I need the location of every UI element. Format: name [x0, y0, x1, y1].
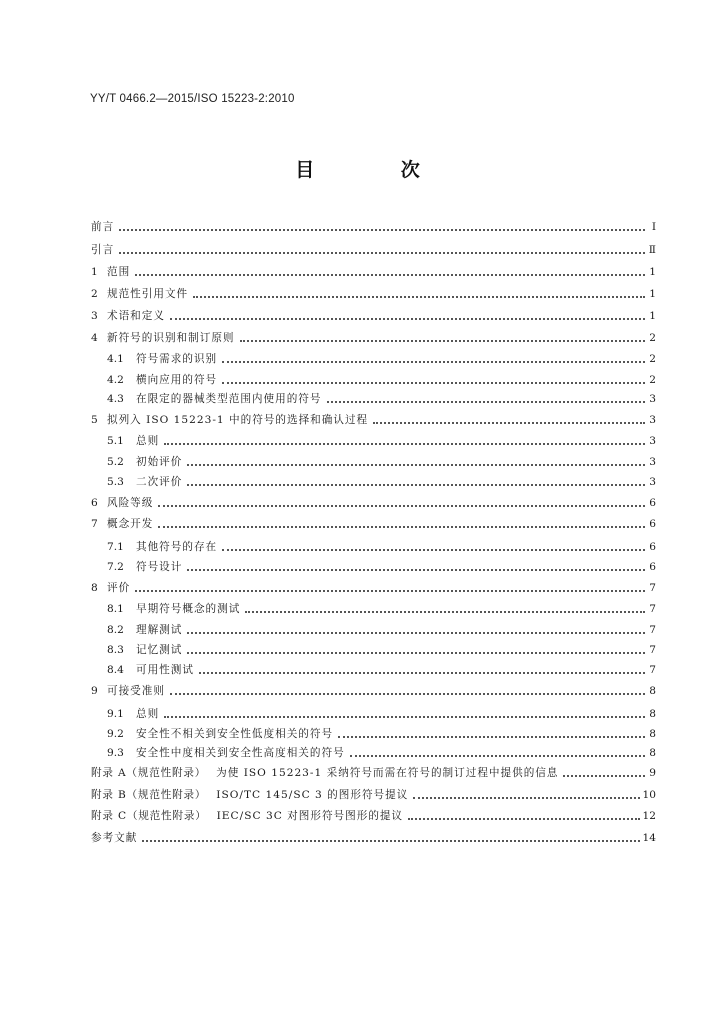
toc-entry-number: 5.2 [107, 456, 124, 468]
toc-leader-dots [245, 611, 645, 613]
toc-entry-number: 1 [91, 266, 98, 278]
toc-page-number: 8 [649, 685, 656, 697]
toc-page-number: Ⅰ [651, 221, 656, 233]
toc-page-number: 14 [642, 832, 656, 844]
toc-entry-label: 横向应用的符号 [136, 374, 218, 386]
toc-leader-dots [158, 505, 645, 507]
toc-page-number: 3 [649, 435, 656, 447]
toc-entry[interactable] [91, 494, 656, 510]
toc-entry[interactable] [91, 218, 656, 234]
toc-entry-label: 为使 ISO 15223-1 采纳符号而需在符号的制订过程中提供的信息 [216, 767, 559, 779]
toc-leader-dots [187, 652, 645, 654]
toc-page-number: 3 [649, 476, 656, 488]
toc-page-number: 2 [649, 374, 656, 386]
toc-entry[interactable] [107, 350, 656, 366]
toc-entry-label: 初始评价 [136, 456, 183, 468]
toc-entry-number: 5 [91, 414, 98, 426]
toc-leader-dots [187, 632, 645, 634]
page-title: 目 次 [295, 159, 460, 181]
toc-entry-label: 拟列入 ISO 15223-1 中的符号的选择和确认过程 [107, 414, 369, 426]
toc-entry-number: 7.1 [107, 541, 124, 553]
toc-entry-number: 3 [91, 310, 98, 322]
toc-leader-dots [158, 526, 645, 528]
toc-entry[interactable] [107, 621, 656, 637]
toc-leader-dots [135, 590, 645, 592]
toc-entry-number: 7 [91, 518, 98, 530]
toc-page-number: 7 [649, 603, 656, 615]
toc-page-number: 3 [649, 414, 656, 426]
toc-entry-label: 二次评价 [136, 476, 183, 488]
toc-appendix-entry[interactable] [91, 764, 656, 780]
toc-entry-label: IEC/SC 3C 对图形符号图形的提议 [216, 810, 404, 822]
toc-entry[interactable] [91, 682, 656, 698]
toc-entry[interactable] [107, 744, 656, 760]
toc-entry-number: 4.1 [107, 353, 124, 365]
toc-entry-number: 9.3 [107, 747, 124, 759]
toc-entry[interactable] [107, 432, 656, 448]
toc-entry-label: 范围 [107, 266, 131, 278]
toc-page-number: 6 [649, 518, 656, 530]
toc-entry-number: 9 [91, 685, 98, 697]
toc-page-number: 9 [649, 767, 656, 779]
toc-appendix-tag: 附录 B（规范性附录） [91, 789, 207, 801]
toc-entry-number: 9.1 [107, 708, 124, 720]
toc-entry[interactable] [107, 661, 656, 677]
toc-entry-number: 4.3 [107, 393, 124, 405]
toc-appendix-tag: 附录 C（规范性附录） [91, 810, 207, 822]
toc-entry-label: 符号设计 [136, 561, 183, 573]
toc-entry-number: 4 [91, 332, 98, 344]
toc-entry-label: 在限定的器械类型范围内使用的符号 [136, 393, 322, 405]
toc-page-number: 10 [642, 789, 656, 801]
toc-entry[interactable] [107, 390, 656, 406]
toc-page-number: 12 [642, 810, 656, 822]
toc-entry-label: 评价 [107, 582, 131, 594]
toc-entry-label: 符号需求的识别 [136, 353, 218, 365]
toc-entry[interactable] [91, 579, 656, 595]
toc-entry-label: 早期符号概念的测试 [136, 603, 241, 615]
toc-page-number: 8 [649, 728, 656, 740]
standard-id: YY/T 0466.2—2015/ISO 15223-2:2010 [90, 93, 295, 105]
toc-entry-number: 9.2 [107, 728, 124, 740]
toc-entry[interactable] [91, 307, 656, 323]
toc-entry[interactable] [91, 411, 656, 427]
toc-entry[interactable] [107, 473, 656, 489]
toc-entry-number: 5.1 [107, 435, 124, 447]
toc-entry[interactable] [91, 285, 656, 301]
toc-leader-dots [338, 736, 645, 738]
toc-entry-label: 新符号的识别和制订原则 [107, 332, 235, 344]
toc-entry-label: 概念开发 [107, 518, 154, 530]
toc-entry-label: 安全性不相关到安全性低度相关的符号 [136, 728, 334, 740]
toc-leader-dots [164, 443, 645, 445]
toc-page-number: 8 [649, 747, 656, 759]
toc-page-number: 8 [649, 708, 656, 720]
toc-entry[interactable] [91, 329, 656, 345]
toc-page-number: 3 [649, 393, 656, 405]
toc-page-number: Ⅱ [648, 244, 656, 256]
toc-leader-dots [170, 693, 645, 695]
toc-page-number: 1 [649, 310, 656, 322]
toc-leader-dots [327, 401, 646, 403]
toc-leader-dots [187, 464, 645, 466]
toc-leader-dots [373, 422, 645, 424]
toc-entry[interactable] [107, 453, 656, 469]
toc-appendix-entry[interactable] [91, 786, 656, 802]
toc-leader-dots [222, 361, 645, 363]
toc-entry-number: 8.4 [107, 664, 124, 676]
toc-entry-number: 8.2 [107, 624, 124, 636]
toc-leader-dots [222, 549, 645, 551]
toc-entry-number: 4.2 [107, 374, 124, 386]
toc-entry-label: 引言 [91, 244, 115, 256]
toc-entry-label: 参考文献 [91, 832, 138, 844]
toc-entry-label: 前言 [91, 221, 115, 233]
toc-leader-dots [170, 318, 645, 320]
toc-leader-dots [193, 296, 645, 298]
toc-entry-label: 可接受准则 [107, 685, 165, 697]
toc-leader-dots [119, 229, 645, 231]
toc-page-number: 7 [649, 582, 656, 594]
toc-leader-dots [187, 569, 645, 571]
toc-entry-label: 术语和定义 [107, 310, 165, 322]
toc-leader-dots [135, 274, 645, 276]
toc-leader-dots [408, 818, 639, 820]
toc-page-number: 6 [649, 497, 656, 509]
toc-entry-number: 7.2 [107, 561, 124, 573]
toc-entry[interactable] [107, 371, 656, 387]
toc-page-number: 1 [649, 288, 656, 300]
toc-entry-number: 8 [91, 582, 98, 594]
toc-leader-dots [350, 755, 645, 757]
toc-leader-dots [164, 716, 645, 718]
toc-page-number: 7 [649, 624, 656, 636]
toc-entry[interactable] [107, 538, 656, 554]
toc-page-number: 6 [649, 541, 656, 553]
toc-leader-dots [187, 484, 645, 486]
toc-entry-number: 5.3 [107, 476, 124, 488]
toc-entry-label: 可用性测试 [136, 664, 194, 676]
toc-entry-number: 8.1 [107, 603, 124, 615]
toc-entry-label: ISO/TC 145/SC 3 的图形符号提议 [216, 789, 409, 801]
toc-leader-dots [413, 797, 639, 799]
toc-entry[interactable] [107, 725, 656, 741]
toc-leader-dots [119, 252, 645, 254]
toc-leader-dots [222, 382, 645, 384]
toc-entry[interactable] [107, 558, 656, 574]
toc-leader-dots [199, 672, 645, 674]
toc-entry-label: 总则 [136, 435, 160, 447]
toc-appendix-entry[interactable] [91, 807, 656, 823]
toc-entry-number: 8.3 [107, 644, 124, 656]
toc-page-number: 6 [649, 561, 656, 573]
toc-page-number: 7 [649, 664, 656, 676]
toc-entry[interactable] [91, 241, 656, 257]
toc-entry-label: 风险等级 [107, 497, 154, 509]
toc-leader-dots [563, 775, 645, 777]
toc-leader-dots [240, 340, 645, 342]
toc-leader-dots [142, 840, 639, 842]
toc-entry-label: 安全性中度相关到安全性高度相关的符号 [136, 747, 345, 759]
toc-entry-label: 总则 [136, 708, 160, 720]
toc-appendix-tag: 附录 A（规范性附录） [91, 767, 207, 779]
toc-entry-number: 2 [91, 288, 98, 300]
toc-entry-number: 6 [91, 497, 98, 509]
toc-entry[interactable] [91, 263, 656, 279]
toc-page-number: 1 [649, 266, 656, 278]
toc-page-number: 2 [649, 332, 656, 344]
toc-entry-label: 规范性引用文件 [107, 288, 189, 300]
toc-entry-label: 理解测试 [136, 624, 183, 636]
toc-entry-label: 记忆测试 [136, 644, 183, 656]
toc-page-number: 3 [649, 456, 656, 468]
toc-entry[interactable] [91, 829, 656, 845]
toc-entry[interactable] [91, 515, 656, 531]
toc-entry-label: 其他符号的存在 [136, 541, 218, 553]
toc-entry[interactable] [107, 600, 656, 616]
toc-entry[interactable] [107, 705, 656, 721]
toc-page-number: 7 [649, 644, 656, 656]
toc-entry[interactable] [107, 641, 656, 657]
toc-page-number: 2 [649, 353, 656, 365]
